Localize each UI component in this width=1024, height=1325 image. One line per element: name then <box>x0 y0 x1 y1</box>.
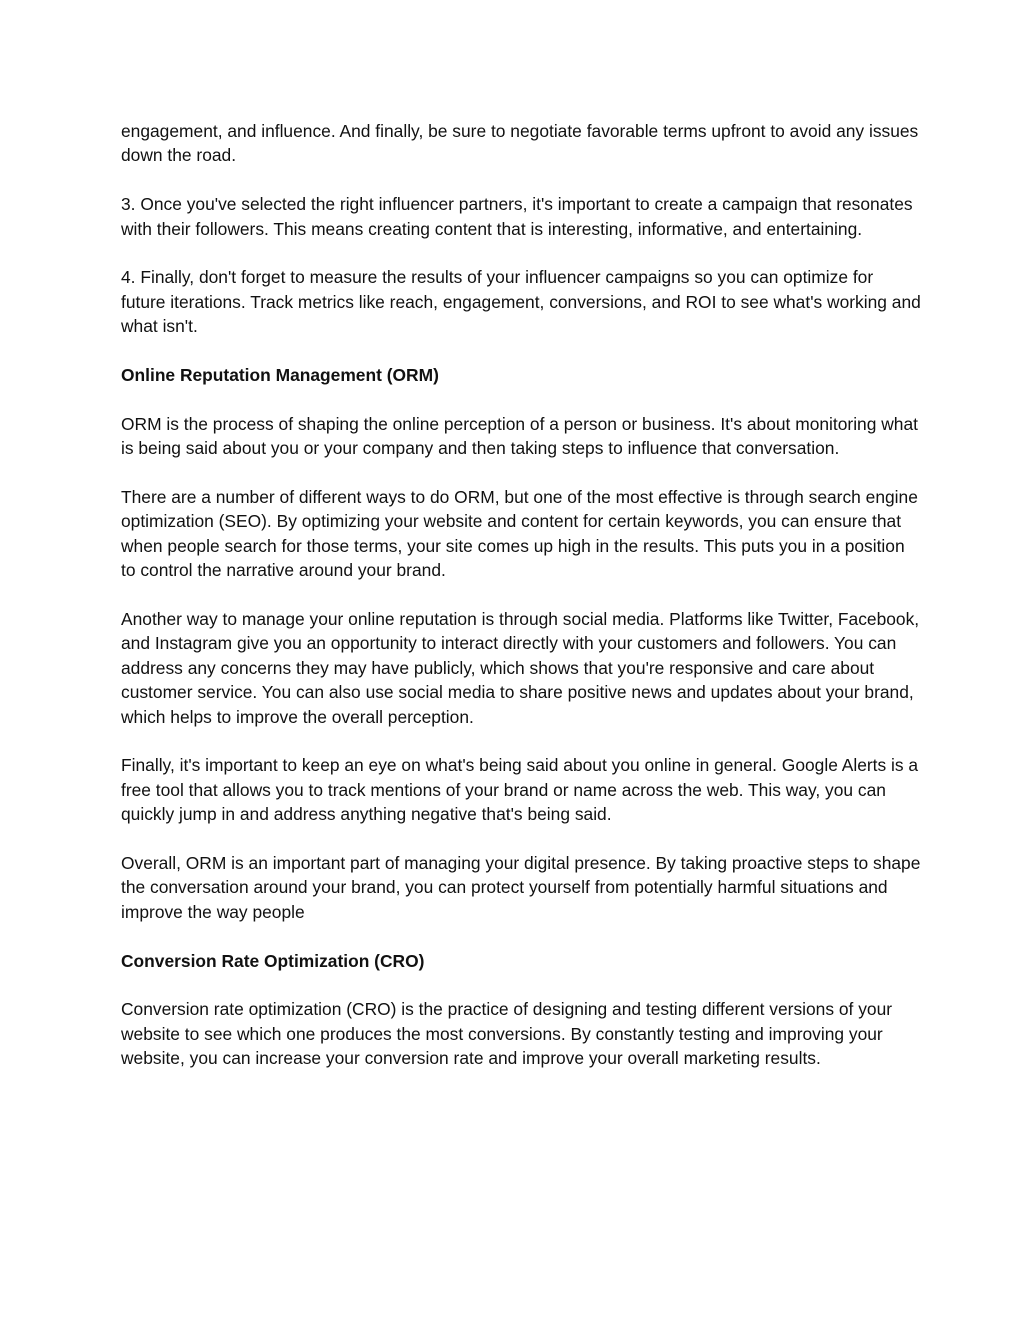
paragraph-cro-definition: Conversion rate optimization (CRO) is the practice of designing and testing different versions of your website to see which one produces the most conversions. By constantly testing and improving your website, you can increase your conversion rate and improve your overall marketing results. <box>121 999 893 1069</box>
paragraph-orm-seo: There are a number of different ways to do ORM, but one of the most effective is through search engine optimization (SEO). By optimizing your website and content for certain keywords, you can ensure that when people search for those terms, your site comes up high in the results. This puts you in a position to control the narrative around your brand. <box>121 487 918 581</box>
section-heading-cro: Conversion Rate Optimization (CRO) <box>121 950 425 971</box>
paragraph-orm-definition: ORM is the process of shaping the online perception of a person or business. It's about monitoring what is being said about you or your company and then taking steps to influence that conversation. <box>121 413 918 459</box>
paragraph-step-3: 3. Once you've selected the right influencer partners, it's important to create a campaign that resonates with their followers. This means creating content that is interesting, informative, and entertaining. <box>121 194 913 239</box>
paragraph-orm-overall: Overall, ORM is an important part of managing your digital presence. By taking proactive steps to shape the conversation around your brand, you can protect yourself from potentially harmful situations and improve the way people <box>121 853 921 922</box>
document-page <box>121 119 921 1095</box>
paragraph-orm-social-media: Another way to manage your online reputation is through social media. Platforms like Twitter, Facebook, and Instagram give you an opportunity to interact directly with your customers and followers. You can address any concerns they may have publicly, which shows that you're responsive and care about customer service. You can also use social media to share positive news and updates about your brand, which helps to improve the overall perception. <box>121 609 920 727</box>
paragraph-step-4: 4. Finally, don't forget to measure the results of your influencer campaigns so you can optimize for future iterations. Track metrics like reach, engagement, conversions, and ROI to see what's working and what isn't. <box>121 267 921 337</box>
section-heading-orm: Online Reputation Management (ORM) <box>121 365 439 386</box>
paragraph-intro-tail: engagement, and influence. And finally, be sure to negotiate favorable terms upfront to avoid any issues down the road. <box>121 121 919 166</box>
paragraph-orm-google-alerts: Finally, it's important to keep an eye on what's being said about you online in general. Google Alerts is a free tool that allows you to track mentions of your brand or name across the web. This way, you can quickly jump in and address anything negative that's being said. <box>121 755 919 825</box>
